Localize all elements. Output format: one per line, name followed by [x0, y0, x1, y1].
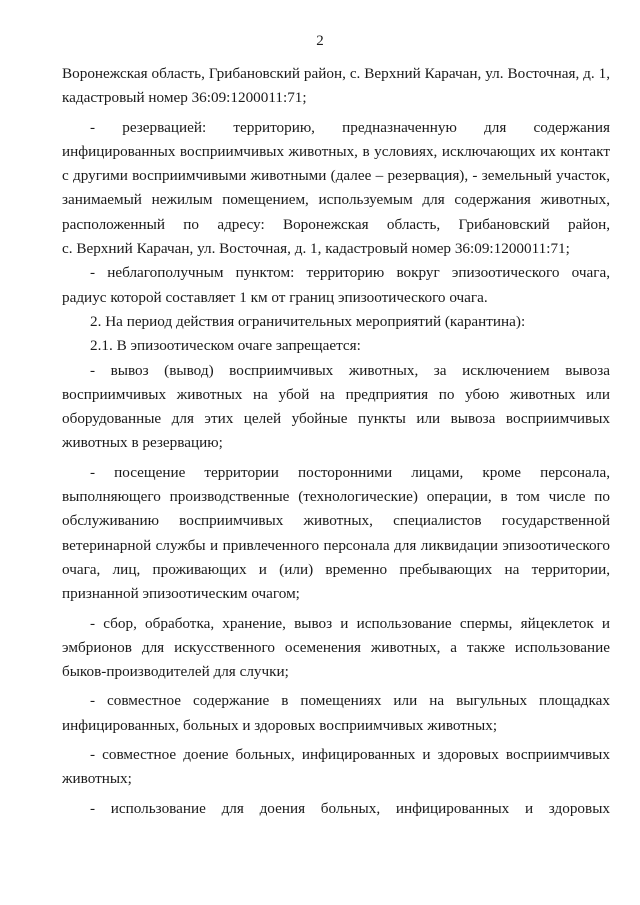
text-line: обслуживанию восприимчивых животных, специалистов государственной [62, 512, 610, 530]
text-line: животных; [62, 770, 132, 788]
text-line: с другими восприимчивыми животными (далее – резервация), - земельный участок, [62, 167, 610, 185]
text-line: 2.1. В эпизоотическом очаге запрещается: [90, 337, 361, 355]
text-line: признанной эпизоотическим очагом; [62, 585, 300, 603]
text-line: - совместное содержание в помещениях или на выгульных площадках [90, 692, 610, 710]
text-line: 2. На период действия ограничительных мероприятий (карантина): [90, 312, 526, 330]
text-line: животных в резервацию; [62, 434, 223, 452]
text-line: - использование для доения больных, инфицированных и здоровых [90, 799, 610, 817]
text-line: - сбор, обработка, хранение, вывоз и использование спермы, яйцеклеток и [90, 614, 610, 632]
text-line: инфицированных восприимчивых животных, в условиях, исключающих их контакт [62, 142, 610, 160]
text-line: восприимчивых животных на убой на предприятия по убою животных или [62, 385, 610, 403]
text-line: эмбрионов для искусственного осеменения животных, а также использование [62, 638, 610, 656]
text-line: - посещение территории посторонними лицами, кроме персонала, [90, 463, 610, 481]
text-line: очага, лиц, проживающих и (или) временно пребывающих на территории, [62, 560, 610, 578]
text-line: с. Верхний Карачан, ул. Восточная, д. 1, кадастровый номер 36:09:1200011:71; [62, 240, 570, 258]
text-line: занимаемый нежилым помещением, используемым для содержания животных, [62, 191, 610, 209]
text-line: оборудованные для этих целей убойные пункты или вывоза восприимчивых [62, 410, 610, 428]
text-line: - совместное доение больных, инфицированных и здоровых восприимчивых [90, 746, 610, 764]
text-line: ветеринарной службы и привлеченного персонала для ликвидации эпизоотического [62, 536, 610, 554]
text-line: - резервацией: территорию, предназначенную для содержания [90, 118, 610, 136]
text-line: расположенный по адресу: Воронежская область, Грибановский район, [62, 215, 610, 233]
text-line: выполняющего производственные (технологические) операции, в том числе по [62, 488, 610, 506]
text-line: быков-производителей для случки; [62, 663, 289, 681]
text-line: - неблагополучным пунктом: территорию вокруг эпизоотического очага, [90, 264, 610, 282]
text-line: Воронежская область, Грибановский район, с. Верхний Карачан, ул. Восточная, д. 1, [62, 65, 610, 82]
page-number: 2 [316, 33, 324, 49]
text-line: - вывоз (вывод) восприимчивых животных, за исключением вывоза [90, 361, 610, 379]
text-line: кадастровый номер 36:09:1200011:71; [62, 89, 307, 107]
text-line: радиус которой составляет 1 км от границ эпизоотического очага. [62, 288, 488, 306]
document-body [62, 62, 610, 821]
text-line: инфицированных, больных и здоровых восприимчивых животных; [62, 716, 498, 734]
